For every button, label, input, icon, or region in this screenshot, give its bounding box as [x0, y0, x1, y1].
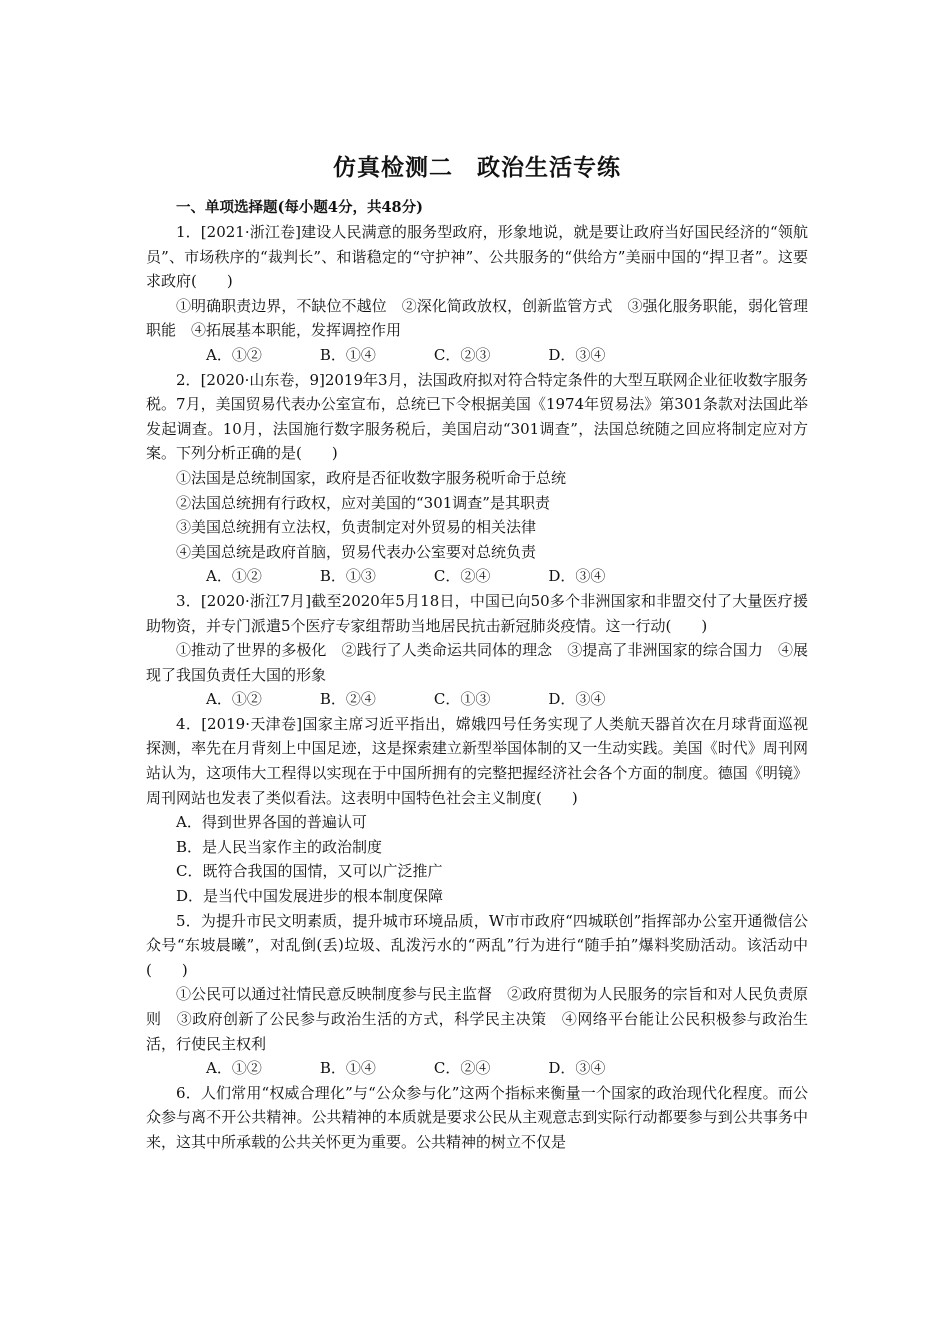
option-b: B．①④	[319, 1059, 376, 1078]
option-a: A．①②	[206, 345, 262, 364]
question-2-statement-2: ②法国总统拥有行政权，应对美国的“301调查”是其职责	[176, 493, 550, 512]
option-c: C．①③	[433, 690, 491, 709]
option-a: A．①②	[206, 690, 262, 709]
option-a: A．①②	[206, 567, 262, 586]
question-3-options	[146, 687, 808, 712]
document-page	[146, 150, 808, 1155]
question-2-statement-4: ④美国总统是政府首脑，贸易代表办公室要对总统负责	[176, 542, 537, 561]
question-4-option-b: B．是人民当家作主的政治制度	[176, 837, 383, 856]
question-5-options	[146, 1056, 808, 1081]
question-4-option-a: A．得到世界各国的普遍认可	[176, 813, 367, 832]
question-3-stem: 3．[2020·浙江7月]截至2020年5月18日，中国已向50多个非洲国家和非盟交付了大量医疗援助物资，并专门派遣5个医疗专家组帮助当地居民抗击新冠肺炎疫情。这一行动( )	[146, 591, 808, 635]
question-5-stem: 5．为提升市民文明素质，提升城市环境品质，W市市政府“四城联创”指挥部办公室开通微信公众号“东坡晨曦”，对乱倒(丢)垃圾、乱泼污水的“两乱”行为进行“随手拍”爆料奖励活动。该活动中( )	[146, 911, 808, 979]
question-1-options	[146, 343, 808, 368]
option-b: B．①④	[319, 345, 376, 364]
option-d: D．③④	[548, 690, 606, 709]
option-c: C．②④	[433, 567, 491, 586]
page-title: 仿真检测二 政治生活专练	[333, 154, 621, 181]
question-1-statements: ①明确职责边界，不缺位不越位 ②深化简政放权，创新监管方式 ③强化服务职能，弱化管理职能 ④拓展基本职能，发挥调控作用	[146, 296, 808, 340]
section-heading: 一、单项选择题(每小题4分，共48分)	[176, 199, 423, 216]
question-5-statements: ①公民可以通过社情民意反映制度参与民主监督 ②政府贯彻为人民服务的宗旨和对人民负责原则 ③政府创新了公民参与政治生活的方式，科学民主决策 ④网络平台能让公民积极参与政治生活，行使民主权利	[146, 985, 808, 1053]
question-4-option-c: C．既符合我国的国情，又可以广泛推广	[176, 862, 443, 881]
option-d: D．③④	[548, 1059, 606, 1078]
question-2-options	[146, 564, 808, 589]
option-b: B．②④	[319, 690, 376, 709]
question-2-statement-1: ①法国是总统制国家，政府是否征收数字服务税听命于总统	[176, 468, 567, 487]
option-c: C．②③	[433, 345, 491, 364]
option-d: D．③④	[548, 567, 606, 586]
question-4-stem: 4．[2019·天津卷]国家主席习近平指出，嫦娥四号任务实现了人类航天器首次在月球背面巡视探测，率先在月背刻上中国足迹，这是探索建立新型举国体制的又一生动实践。美国《时代》周刊网站认为，这项伟大工程得以实现在于中国所拥有的完整把握经济社会各个方面的制度。德国《明镜》周刊网站也发表了类似看法。这表明中国特色社会主义制度( )	[146, 714, 808, 807]
option-a: A．①②	[206, 1059, 262, 1078]
option-b: B．①③	[319, 567, 376, 586]
question-2-statement-3: ③美国总统拥有立法权，负责制定对外贸易的相关法律	[176, 518, 537, 537]
option-d: D．③④	[548, 345, 606, 364]
question-1-stem: 1．[2021·浙江卷]建设人民满意的服务型政府，形象地说，就是要让政府当好国民经济的“领航员”、市场秩序的“裁判长”、和谐稳定的“守护神”、公共服务的“供给方”美丽中国的“捍卫者”。这要求政府( )	[146, 223, 808, 291]
question-2-stem: 2．[2020·山东卷，9]2019年3月，法国政府拟对符合特定条件的大型互联网企业征收数字服务税。7月，美国贸易代表办公室宣布，总统已下令根据美国《1974年贸易法》第301条款对法国此举发起调查。10月，法国施行数字服务税后，美国启动“301调查”，法国总统随之回应将制定应对方案。下列分析正确的是( )	[146, 370, 808, 463]
question-3-statements: ①推动了世界的多极化 ②践行了人类命运共同体的理念 ③提高了非洲国家的综合国力 ④展现了我国负责任大国的形象	[146, 641, 808, 684]
question-4-option-d: D．是当代中国发展进步的根本制度保障	[176, 887, 444, 906]
question-6-stem: 6．人们常用“权威合理化”与“公众参与化”这两个指标来衡量一个国家的政治现代化程度。而公众参与离不开公共精神。公共精神的本质就是要求公民从主观意志到实际行动都要参与到公共事务中来，这其中所承载的公共关怀更为重要。公共精神的树立不仅是	[146, 1083, 808, 1151]
option-c: C．②④	[433, 1059, 491, 1078]
